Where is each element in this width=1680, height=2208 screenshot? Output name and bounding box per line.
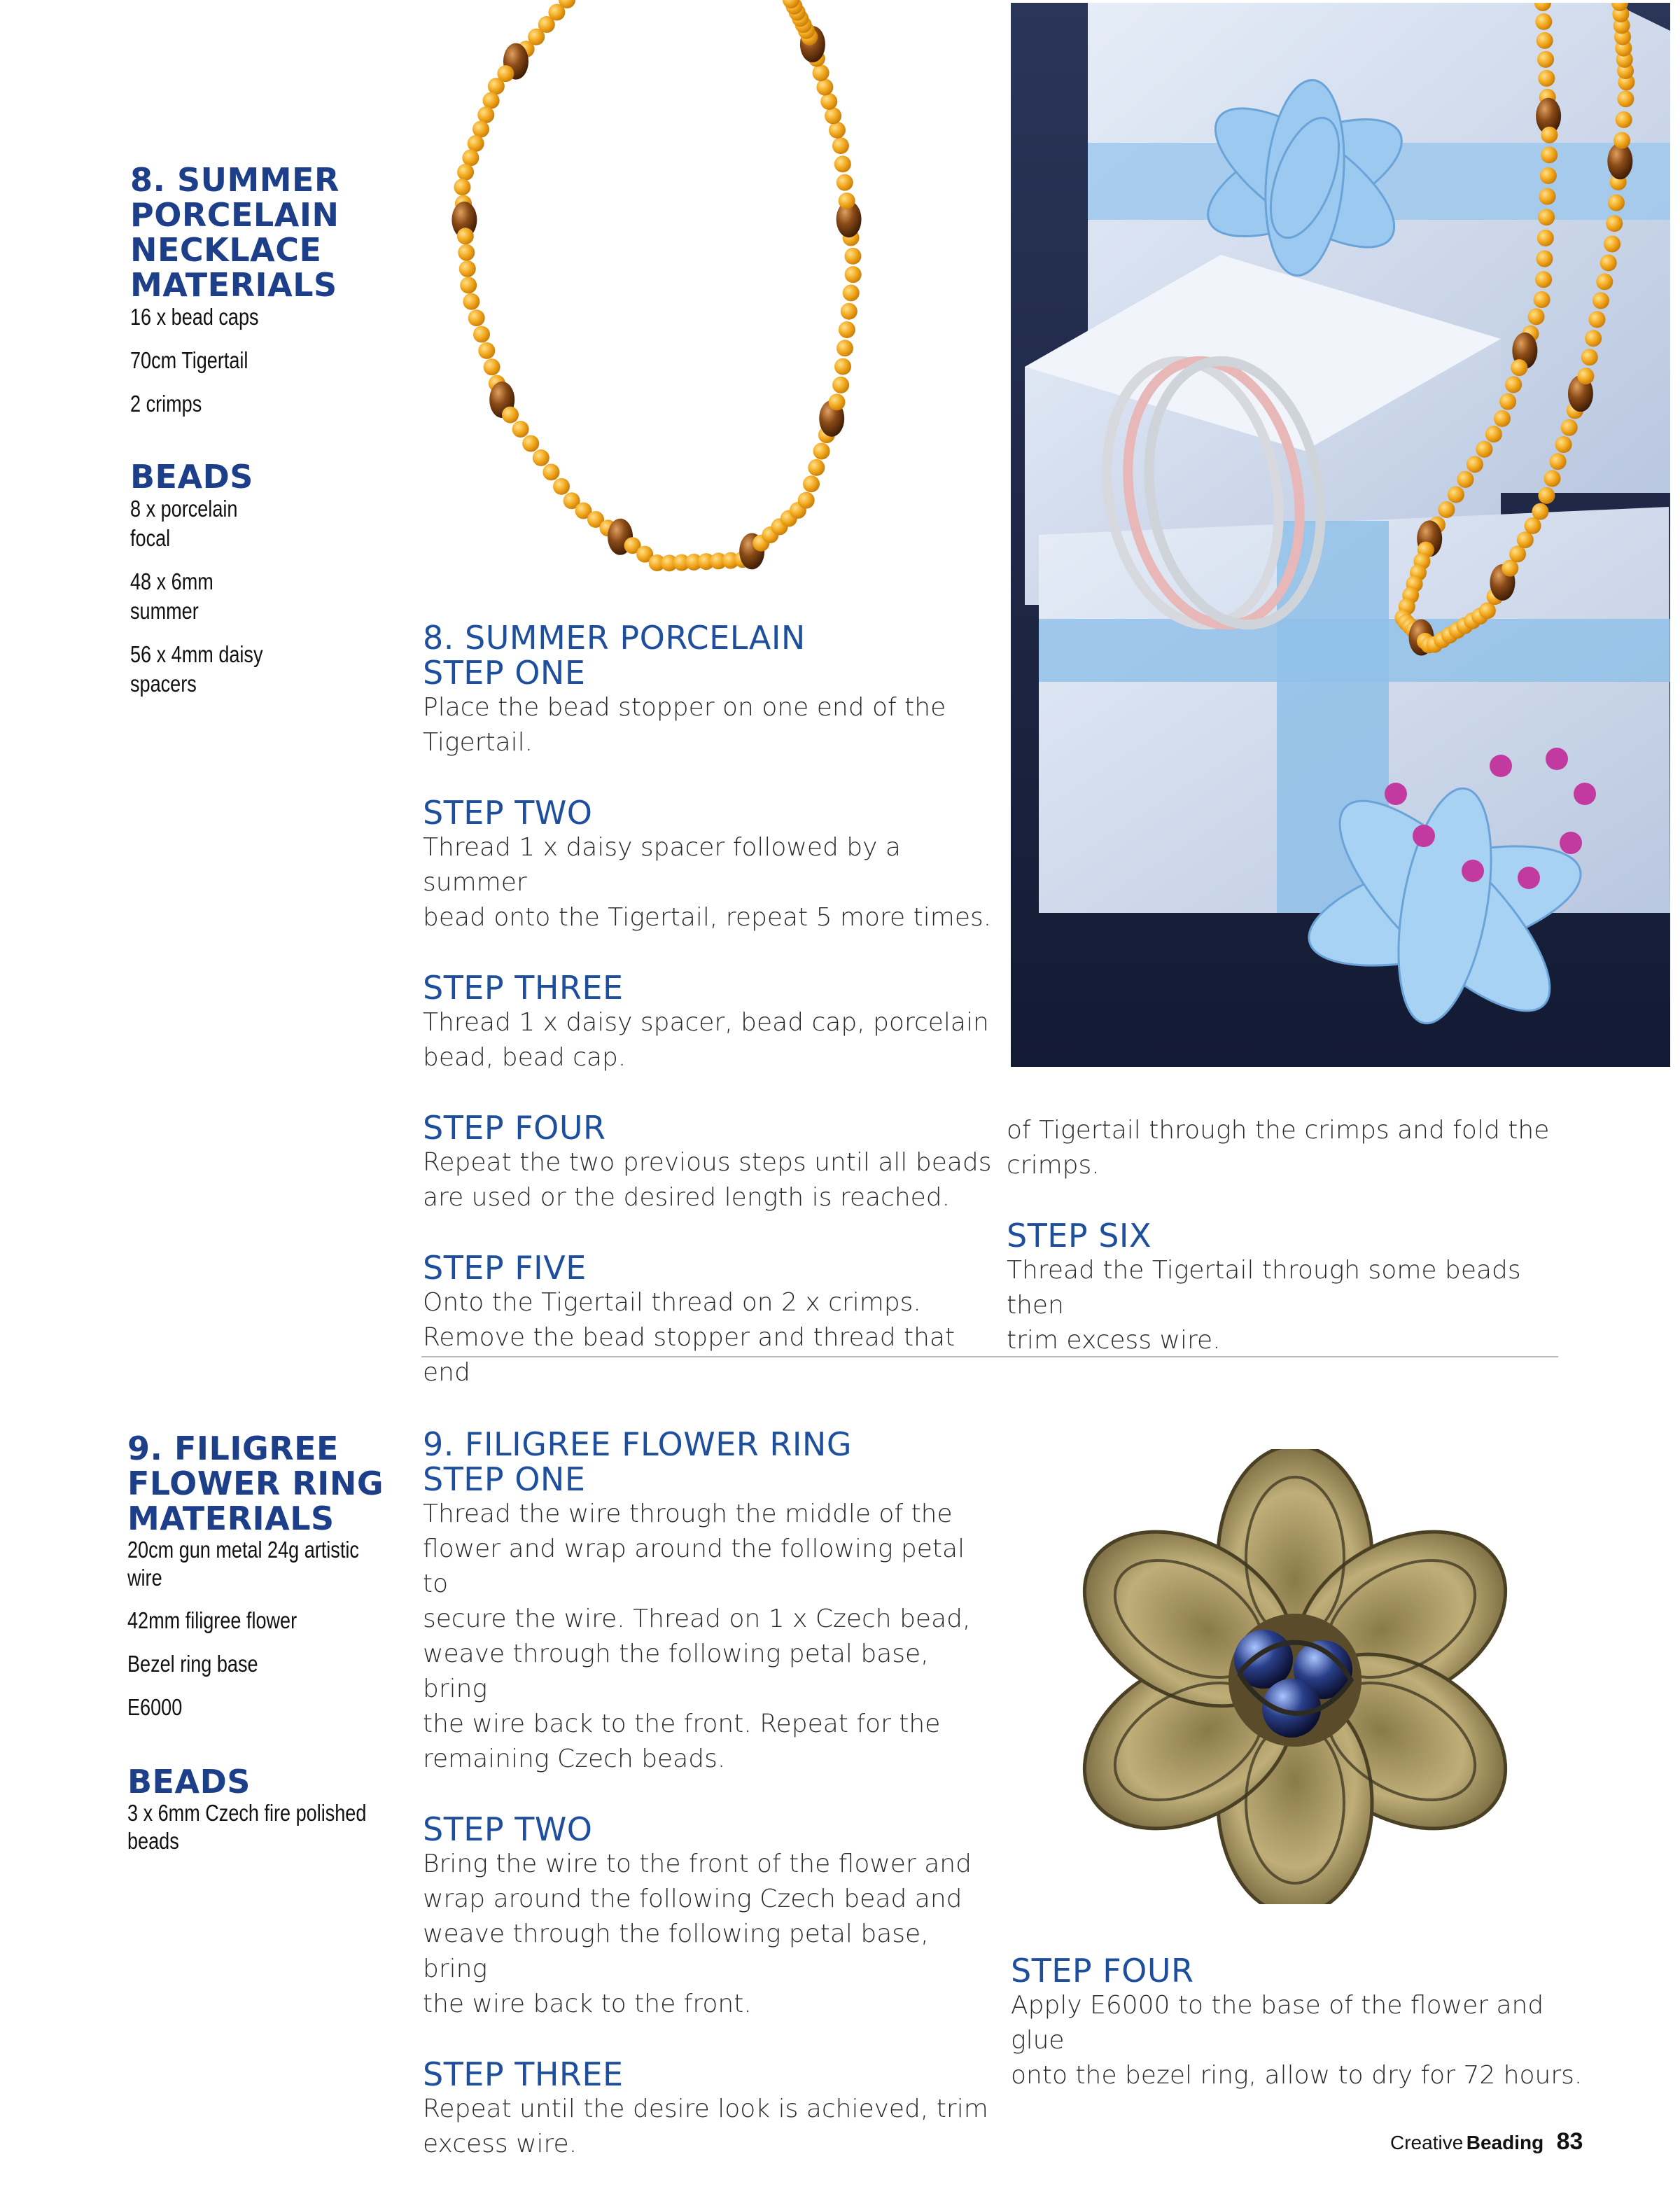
summer-bead <box>836 340 853 356</box>
step-body <box>423 2092 997 2162</box>
step-line: of Tigertail through the crimps and fold the <box>1007 1116 1550 1145</box>
summer-bead <box>1550 453 1567 470</box>
step-line: wrap around the following Czech bead and <box>423 1885 962 1913</box>
summer-bead <box>1525 517 1541 534</box>
bead-item: 48 x 6mm summer <box>130 568 214 624</box>
project9-steps-title <box>423 1427 997 1497</box>
ring-photo <box>1022 1449 1561 1904</box>
step-body <box>1007 1253 1567 1358</box>
step-heading: STEP FOUR <box>423 1109 606 1147</box>
step-line: Apply E6000 to the base of the flower and glue <box>1011 1991 1544 2055</box>
summer-bead <box>533 449 550 466</box>
bead-item: 56 x 4mm daisy spacers <box>130 641 263 697</box>
step-heading: STEP THREE <box>423 969 624 1007</box>
project8-steps-title <box>423 620 997 690</box>
summer-bead <box>1555 436 1572 453</box>
summer-bead <box>522 435 539 452</box>
summer-bead <box>512 421 529 438</box>
summer-bead <box>813 442 830 459</box>
summer-bead <box>478 342 495 359</box>
filigree-ring-illustration <box>1022 1449 1561 1904</box>
section-divider <box>421 1356 1558 1357</box>
summer-bead <box>1438 501 1455 518</box>
summer-bead <box>829 393 846 410</box>
summer-bead <box>836 174 853 191</box>
project8-steps-col-a <box>423 620 997 1390</box>
summer-bead <box>832 377 849 393</box>
summer-bead <box>1505 376 1522 393</box>
summer-bead <box>1509 545 1526 562</box>
summer-bead <box>845 266 862 283</box>
step-line: bead, bead cap. <box>423 1043 626 1072</box>
step-heading: STEP SIX <box>1007 1217 1152 1255</box>
magazine-name-bold: Beading <box>1466 2132 1544 2153</box>
material-item: 20cm gun metal 24g artistic wire <box>127 1537 359 1591</box>
summer-bead <box>1617 90 1634 107</box>
step-line: the wire back to the front. Repeat for the <box>423 1710 941 1738</box>
summer-bead <box>1538 209 1555 225</box>
summer-bead <box>1532 503 1548 520</box>
summer-bead <box>1541 127 1558 144</box>
summer-bead <box>803 475 820 492</box>
summer-bead <box>843 284 860 301</box>
summer-bead <box>1537 230 1554 246</box>
step-body <box>423 690 997 760</box>
material-item: E6000 <box>127 1694 183 1720</box>
bead-item: 3 x 6mm Czech fire polished beads <box>127 1800 367 1854</box>
summer-bead <box>1528 308 1545 325</box>
step-line: crimps. <box>1007 1151 1100 1180</box>
summer-bead <box>460 277 477 293</box>
summer-bead <box>841 303 858 320</box>
title-line: FLOWER RING <box>127 1465 384 1502</box>
title-line: 9. FILIGREE <box>127 1430 339 1467</box>
summer-bead <box>839 193 855 209</box>
step-line: Tigertail. <box>423 728 533 757</box>
project8-materials-list <box>130 302 396 419</box>
summer-bead <box>457 164 474 181</box>
step-body <box>423 1497 997 1777</box>
summer-bead <box>1499 393 1516 410</box>
step-line: onto the bezel ring, allow to dry for 72 hours. <box>1011 2061 1583 2090</box>
step-line: Bring the wire to the front of the flower and <box>423 1850 972 1878</box>
step-line: the wire back to the front. <box>423 1990 752 2018</box>
summer-bead <box>1538 70 1555 87</box>
project8-beads-heading: BEADS <box>130 458 253 496</box>
project9-materials-title <box>127 1431 393 1536</box>
step-line: Remove the bead stopper and thread that end <box>423 1323 955 1387</box>
summer-bead <box>1494 410 1511 427</box>
project8-materials-title <box>130 162 396 302</box>
necklace-illustration <box>392 0 980 616</box>
summer-bead <box>798 492 815 509</box>
step-body <box>423 830 997 935</box>
summer-bead <box>816 78 833 95</box>
summer-bead <box>832 137 849 154</box>
step-line: remaining Czech beads. <box>423 1745 726 1773</box>
step-heading: STEP TWO <box>423 1810 593 1848</box>
summer-bead <box>484 358 500 375</box>
step-line: Place the bead stopper on one end of the <box>423 693 946 722</box>
title-line: MATERIALS <box>130 266 337 304</box>
project9-beads-heading: BEADS <box>127 1763 251 1801</box>
material-item: Bezel ring base <box>127 1651 258 1677</box>
gift-illustration <box>1011 3 1670 1067</box>
project8-beads-list <box>130 494 396 699</box>
summer-bead <box>473 326 490 343</box>
project9-steps-col-a <box>423 1427 997 2162</box>
project9-materials-list <box>127 1536 393 1722</box>
step-heading: STEP ONE <box>423 1460 586 1498</box>
summer-bead <box>553 478 570 495</box>
summer-bead <box>1585 330 1602 347</box>
magazine-name-light: Creative <box>1390 2132 1464 2153</box>
step-body <box>1011 1988 1585 2093</box>
summer-bead <box>459 260 476 277</box>
summer-bead <box>472 120 489 137</box>
summer-bead <box>1537 51 1554 68</box>
summer-bead <box>1476 441 1492 458</box>
summer-bead <box>488 78 505 95</box>
gift-photo <box>1011 3 1670 1067</box>
step-heading: STEP THREE <box>423 2055 624 2093</box>
summer-bead <box>1536 251 1553 267</box>
step-body <box>423 1285 997 1390</box>
necklace-photo <box>392 0 980 616</box>
summer-bead <box>1600 254 1617 271</box>
page-number: 83 <box>1556 2128 1583 2155</box>
step-heading: STEP FIVE <box>423 1249 587 1287</box>
summer-bead <box>1544 470 1560 487</box>
summer-bead <box>808 459 825 476</box>
summer-bead <box>462 149 479 166</box>
step-line: Thread the wire through the middle of the <box>423 1500 953 1528</box>
summer-bead <box>468 309 485 326</box>
summer-bead <box>1485 426 1502 442</box>
summer-bead <box>1535 13 1552 30</box>
step-body <box>423 1005 997 1075</box>
page-footer <box>1390 2128 1583 2155</box>
summer-bead <box>1577 368 1594 384</box>
step-heading: STEP ONE <box>423 654 586 692</box>
summer-bead <box>1511 359 1527 376</box>
step-line: trim excess wire. <box>1007 1326 1221 1355</box>
summer-bead <box>1448 486 1464 503</box>
step-body <box>423 1145 997 1215</box>
summer-bead <box>1535 271 1552 288</box>
step-body-continued <box>1007 1113 1567 1183</box>
step-line: Thread the Tigertail through some beads then <box>1007 1256 1521 1320</box>
summer-bead <box>1479 602 1496 619</box>
summer-bead <box>1540 167 1557 184</box>
material-item: 70cm Tigertail <box>130 347 248 373</box>
summer-bead <box>1592 292 1609 309</box>
material-item: 2 crimps <box>130 391 202 417</box>
summer-bead <box>834 358 851 375</box>
summer-bead <box>542 463 559 480</box>
summer-bead <box>839 321 855 338</box>
step-line: bead onto the Tigertail, repeat 5 more times. <box>423 903 992 932</box>
summer-bead <box>1541 146 1558 163</box>
step-line: secure the wire. Thread on 1 x Czech bead, <box>423 1605 971 1633</box>
summer-bead <box>825 107 841 124</box>
step-line: Thread 1 x daisy spacer, bead cap, porcelain <box>423 1008 989 1037</box>
summer-bead <box>468 135 484 152</box>
summer-bead <box>1596 273 1613 290</box>
project9-sidebar <box>127 1431 393 1869</box>
step-line: flower and wrap around the following petal to <box>423 1535 965 1598</box>
steps-title: 8. SUMMER PORCELAIN <box>423 619 806 657</box>
summer-bead <box>454 179 470 195</box>
summer-bead <box>1517 531 1534 548</box>
summer-bead <box>1606 215 1623 232</box>
summer-bead <box>1614 132 1630 149</box>
summer-bead <box>502 407 519 424</box>
summer-bead <box>820 93 837 110</box>
summer-bead <box>463 293 479 310</box>
steps-title: 9. FILIGREE FLOWER RING <box>423 1425 852 1463</box>
step-heading: STEP TWO <box>423 794 593 832</box>
summer-bead <box>483 92 500 109</box>
summer-bead <box>1616 111 1632 128</box>
title-line: NECKLACE <box>130 231 322 269</box>
step-heading: STEP FOUR <box>1011 1952 1194 1990</box>
step-line: Repeat the two previous steps until all beads <box>423 1148 992 1177</box>
summer-bead <box>1604 235 1620 252</box>
summer-bead <box>813 64 830 81</box>
summer-bead <box>1502 560 1518 577</box>
summer-bead <box>1539 188 1556 205</box>
summer-bead <box>457 228 474 244</box>
project8-sidebar <box>130 162 396 713</box>
summer-bead <box>1538 487 1555 504</box>
summer-bead <box>458 244 475 261</box>
step-body <box>423 1847 997 2022</box>
step-line: weave through the following petal base, bring <box>423 1920 929 1983</box>
summer-bead <box>1536 32 1553 49</box>
step-line: excess wire. <box>423 2130 578 2158</box>
summer-bead <box>477 106 494 123</box>
material-item: 42mm filigree flower <box>127 1607 298 1633</box>
summer-bead <box>1457 471 1474 488</box>
summer-bead <box>829 122 846 139</box>
bead-item: 8 x porcelain focal <box>130 496 238 551</box>
summer-bead <box>1561 419 1578 436</box>
summer-bead <box>1581 349 1598 365</box>
project9-beads-list <box>127 1799 393 1855</box>
summer-bead <box>834 155 851 172</box>
step-line: Thread 1 x daisy spacer followed by a summer <box>423 833 901 897</box>
step-line: Onto the Tigertail thread on 2 x crimps. <box>423 1288 921 1317</box>
title-line: MATERIALS <box>127 1500 335 1537</box>
project9-steps-col-b <box>1011 1953 1585 2093</box>
project8-steps-col-b <box>1007 1113 1567 1358</box>
step-line: are used or the desired length is reached. <box>423 1183 951 1212</box>
title-line: PORCELAIN <box>130 196 340 234</box>
title-line: 8. SUMMER <box>130 161 340 199</box>
step-line: Repeat until the desire look is achieved, trim <box>423 2095 988 2123</box>
step-line: weave through the following petal base, bring <box>423 1640 929 1703</box>
summer-bead <box>1589 311 1606 328</box>
summer-bead <box>1608 195 1625 211</box>
material-item: 16 x bead caps <box>130 304 259 330</box>
summer-bead <box>1466 456 1483 473</box>
summer-bead <box>1534 291 1550 308</box>
summer-bead <box>844 248 861 265</box>
